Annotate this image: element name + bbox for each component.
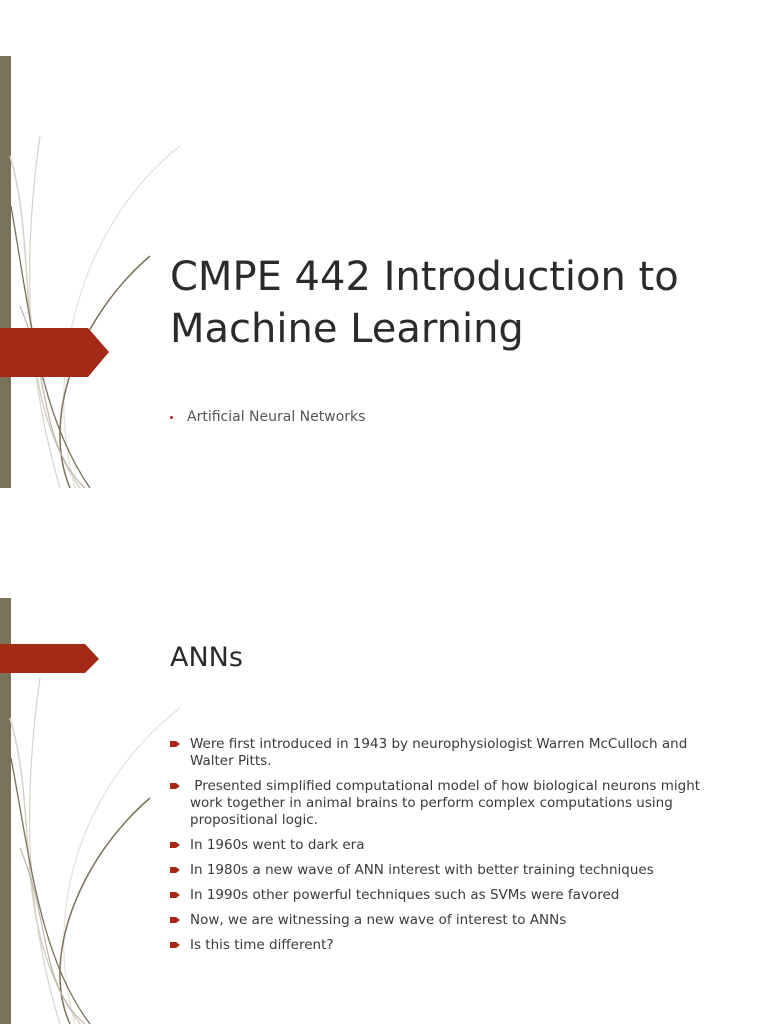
slide-subtitle: [170, 409, 365, 425]
arrow-bullet-icon: [170, 740, 180, 748]
arrow-bullet-icon: [170, 782, 180, 790]
arrow-bullet-icon: [170, 866, 180, 874]
bullet-text: In 1990s other powerful techniques such as SVMs were favored: [190, 887, 620, 903]
slide-title-text: CMPE 442 Introduction to Machine Learning: [170, 254, 679, 352]
accent-tag: [0, 328, 110, 378]
slide-anns: [0, 598, 768, 1024]
bullet-list: [170, 736, 730, 962]
slide-title-text: ANNs: [170, 642, 243, 673]
list-item: [170, 837, 730, 854]
bullet-text: In 1960s went to dark era: [190, 837, 365, 853]
list-item: [170, 912, 730, 929]
list-item: [170, 736, 730, 770]
slide-title: [0, 56, 768, 488]
bullet-text: Now, we are witnessing a new wave of interest to ANNs: [190, 912, 567, 928]
bullet-text: Is this time different?: [190, 937, 334, 953]
arrow-bullet-icon: [170, 941, 180, 949]
accent-tag: [0, 644, 100, 674]
arrow-bullet-icon: [170, 891, 180, 899]
bullet-text: Were first introduced in 1943 by neurophysiologist Warren McCulloch and Walter Pitts.: [190, 736, 688, 769]
list-item: [170, 937, 730, 954]
slide-subtitle-text: Artificial Neural Networks: [187, 409, 366, 425]
bullet-dot: [170, 416, 173, 419]
arrow-bullet-icon: [170, 916, 180, 924]
bullet-text: Presented simplified computational model of how biological neurons might work together in animal brains to perform complex computations using propositional logic.: [190, 778, 705, 828]
list-item: [170, 887, 730, 904]
list-item: [170, 778, 730, 829]
list-item: [170, 862, 730, 879]
arrow-bullet-icon: [170, 841, 180, 849]
bullet-text: In 1980s a new wave of ANN interest with better training techniques: [190, 862, 654, 878]
decorative-swirl: [0, 56, 190, 488]
